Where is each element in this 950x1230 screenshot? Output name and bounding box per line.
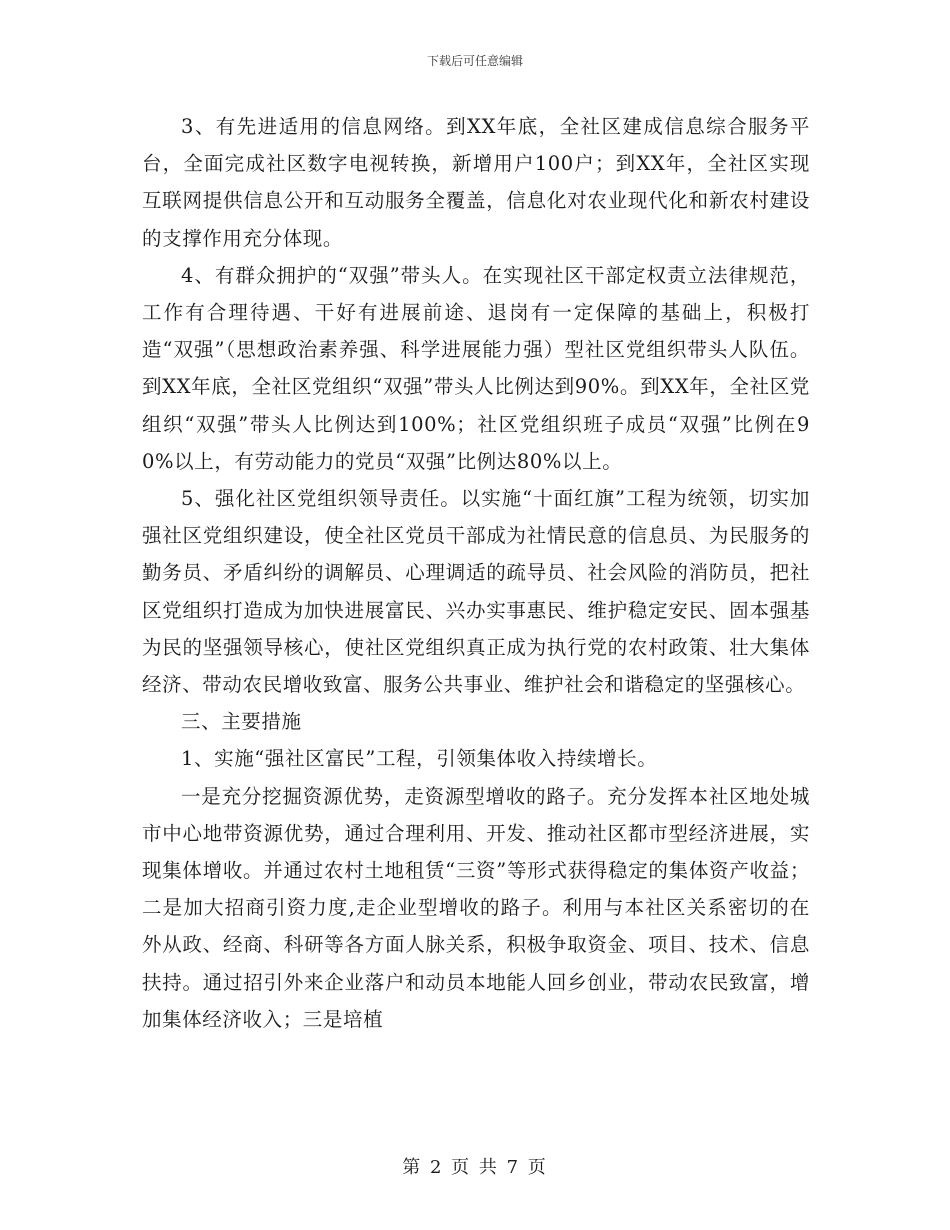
document-body bbox=[142, 108, 810, 1038]
section-heading-main-measures: 三、主要措施 bbox=[181, 710, 302, 734]
paragraph-double-strong-leaders: 4、有群众拥护的“双强”带头人。在实现社区干部定权责立法律规范，工作有合理待遇、干好有进展前途、退岗有一定保障的基础上，积极打造“双强”（思想政治素养强、科学进展能力强）型社区党组织带头人队伍。到XX年底，全社区党组织“双强”带头人比例达到90%。到XX年，全社区党组织“双强”带头人比例达到100%；社区党组织班子成员“双强”比例在90%以上，有劳动能力的党员“双强”比例达80%以上。 bbox=[142, 263, 810, 473]
subheading-strong-community: 1、实施“强社区富民”工程，引领集体收入持续增长。 bbox=[181, 747, 658, 771]
paragraph-info-network: 3、有先进适用的信息网络。到XX年底，全社区建成信息综合服务平台，全面完成社区数字电视转换，新增用户100户；到XX年，全社区实现互联网提供信息公开和互动服务全覆盖，信息化对农业现代化和新农村建设的支撑作用充分体现。 bbox=[142, 115, 810, 250]
paragraph-party-leadership: 5、强化社区党组织领导责任。以实施“十面红旗”工程为统领，切实加强社区党组织建设，使全社区党员干部成为社情民意的信息员、为民服务的勤务员、矛盾纠纷的调解员、心理调适的疏导员、社会风险的消防员，把社区党组织打造成为加快进展富民、兴办实事惠民、维护稳定安民、固本强基为民的坚强领导核心，使社区党组织真正成为执行党的农村政策、壮大集体经济、带动农民增收致富、服务公共事业、维护社会和谐稳定的坚强核心。 bbox=[142, 487, 810, 697]
page-number-footer: 第 2 页 共 7 页 bbox=[402, 1157, 548, 1178]
page-header: 下载后可任意编辑 bbox=[426, 54, 523, 68]
paragraph-resource-advantage: 一是充分挖掘资源优势，走资源型增收的路子。充分发挥本社区地处城市中心地带资源优势，通过合理利用、开发、推动社区都市型经济进展，实现集体增收。并通过农村土地租赁“三资”等形式获得稳定的集体资产收益；二是加大招商引资力度,走企业型增收的路子。利用与本社区关系密切的在外从政、经商、科研等各方面人脉关系，积极争取资金、项目、技术、信息扶持。通过招引外来企业落户和动员本地能人回乡创业，带动农民致富，增加集体经济收入；三是培植 bbox=[142, 784, 810, 1031]
